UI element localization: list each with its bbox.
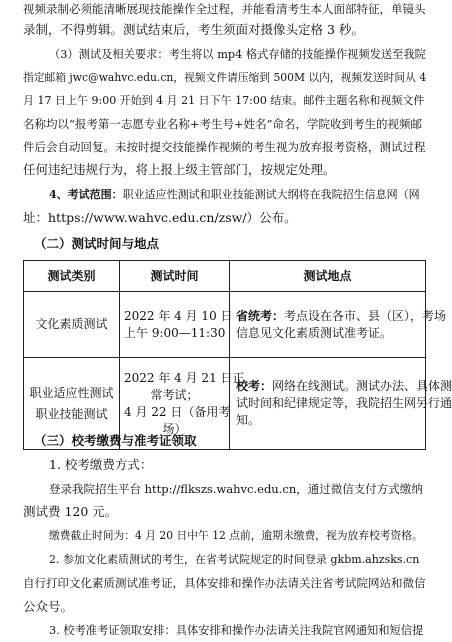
body-text-line: （3）测试及相关要求：考生将以 mp4 格式存储的技能操作视频发送至我院: [49, 48, 426, 61]
body-text-line: 缴费截止时间为：4 月 20 日中午 12 点前，逾期未缴费，视为放弃校考资格。: [49, 529, 423, 542]
body-text-line: 登录我院招生平台 http://flkszs.wahvc.edu.cn，通过微信支付方式缴纳: [49, 482, 423, 496]
table-row: [24, 292, 426, 358]
body-text-line: 址：https://www.wahvc.edu.cn/zsw/）公布。: [23, 210, 297, 225]
body-text-line: 名称均以“报考第一志愿专业名称+考生号+姓名”命名，学院收到考生的视频邮: [23, 117, 423, 131]
test-schedule-table: [23, 260, 452, 450]
table-cell: 文化素质测试: [24, 292, 120, 358]
cell-line: 信息见文化素质测试准考证。: [236, 325, 393, 340]
column-header: 测试类别: [24, 261, 120, 292]
cell-line: 常考试；: [150, 387, 199, 402]
cell-line: 试时间和纪律规定等，我院招生网另行通: [236, 396, 452, 410]
cell-line: 知。: [236, 413, 261, 427]
body-text-line: 测试费 120 元。: [23, 504, 118, 519]
exam-scope-line: [49, 187, 420, 203]
body-text-line: 任何违纪违规行为，将上报上级主管部门，按规定处理。: [23, 162, 336, 177]
table-header-row: [24, 261, 426, 292]
cell-line: 考点设在各市、县（区），考场: [284, 308, 447, 323]
body-text-line: 指定邮箱 jwc@wahvc.edu.cn，视频文件请压缩到 500M 以内，视频发送时间从 4: [23, 71, 427, 84]
column-header: 测试时间: [120, 261, 230, 292]
cell-line: 职业适应性测试: [29, 385, 114, 400]
place-label: 校考：: [236, 379, 273, 393]
body-text-line: 月 17 日上午 9:00 开始到 4 月 21 日下午 17:00 结束。邮件主题名称和视频文件: [23, 94, 425, 107]
table-cell: [230, 292, 447, 358]
exam-scope-text: 职业适应性测试和职业技能测试大纲将在我院招生信息网（网: [122, 188, 420, 201]
table-cell: [120, 292, 233, 358]
table-cell: [230, 358, 452, 450]
exam-scope-label: 4、考试范围：: [49, 188, 123, 201]
cell-line: 职业技能测试: [35, 406, 108, 421]
body-text-line: 2. 参加文化素质测试的考生，在省考试院规定的时间登录 gkbm.ahzsks.cn: [49, 553, 420, 566]
cell-line: 2022 年 4 月 21 日正: [124, 370, 245, 385]
body-text-line: 件后会自动回复。未按时提交技能操作视频的考生视为放弃报考资格，测试过程: [23, 140, 426, 154]
section-heading: （二）测试时间与地点: [34, 236, 160, 251]
place-label: 省统考：: [236, 308, 285, 323]
body-text-line: 公众号。: [23, 599, 74, 614]
body-text-line: 视频录制必须能清晰展现技能操作全过程，并能看清考生本人面部特征，单镜头: [23, 2, 426, 16]
cell-line: 上午 9:00—11:30: [124, 325, 226, 340]
body-text-line: 1. 校考缴费方式：: [49, 457, 153, 472]
column-header: 测试地点: [230, 261, 426, 292]
cell-line: 4 月 22 日（备用考: [124, 404, 231, 419]
cell-line: 网络在线测试。测试办法、具体测: [272, 379, 452, 393]
body-text-line: 录制，不得剪辑。测试结束后，考生须面对摄像头定格 3 秒。: [23, 22, 364, 37]
section-heading: （三）校考缴费与准考证领取: [34, 433, 197, 448]
cell-line: 场）: [162, 421, 187, 436]
body-text-line: 自行打印文化素质测试准考证，具体安排和操作办法请关注省考试院网站和微信: [23, 576, 426, 590]
cell-line: 2022 年 4 月 10 日: [124, 308, 233, 323]
body-text-line: 3. 校考准考证领取安排：具体安排和操作办法请关注我院官网通知和短信提: [49, 624, 424, 637]
